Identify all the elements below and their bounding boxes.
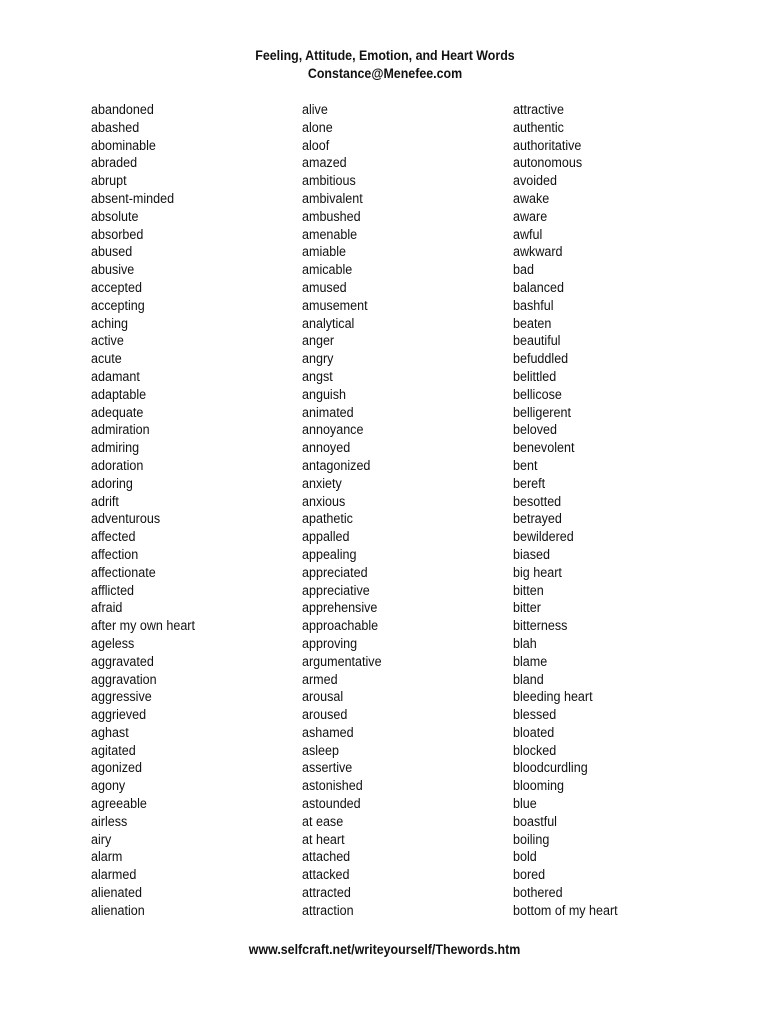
word-item: adequate bbox=[91, 404, 144, 420]
word-item: annoyance bbox=[302, 422, 364, 438]
footer bbox=[0, 941, 770, 959]
word-item: ashamed bbox=[302, 724, 354, 740]
word-item: asleep bbox=[302, 742, 340, 758]
word-item: at ease bbox=[302, 813, 344, 829]
word-item: alienated bbox=[91, 885, 142, 901]
word-item: aroused bbox=[302, 707, 348, 723]
word-item: blocked bbox=[513, 742, 557, 758]
word-item: absorbed bbox=[91, 226, 144, 242]
word-item: belligerent bbox=[513, 404, 571, 420]
word-item: after my own heart bbox=[91, 618, 195, 634]
word-item: accepting bbox=[91, 297, 145, 313]
word-item: affectionate bbox=[91, 564, 156, 580]
word-item: belittled bbox=[513, 368, 557, 384]
word-item: anxious bbox=[302, 493, 346, 509]
word-item: bored bbox=[513, 867, 546, 883]
word-item: annoyed bbox=[302, 440, 351, 456]
word-item: antagonized bbox=[302, 457, 371, 473]
word-item: amazed bbox=[302, 155, 347, 171]
word-item: blessed bbox=[513, 707, 557, 723]
word-item: authoritative bbox=[513, 137, 582, 153]
word-item: authentic bbox=[513, 119, 564, 135]
word-item: astonished bbox=[302, 778, 363, 794]
word-item: autonomous bbox=[513, 155, 583, 171]
word-item: afraid bbox=[91, 600, 123, 616]
word-item: anger bbox=[302, 333, 335, 349]
word-item: aggrieved bbox=[91, 707, 147, 723]
word-item: amiable bbox=[302, 244, 346, 260]
word-item: armed bbox=[302, 671, 338, 687]
word-item: abraded bbox=[91, 155, 138, 171]
word-item: ambivalent bbox=[302, 190, 363, 206]
word-item: attraction bbox=[302, 902, 354, 918]
word-item: accepted bbox=[91, 279, 142, 295]
word-item: active bbox=[91, 333, 124, 349]
word-item: abused bbox=[91, 244, 133, 260]
word-item: airless bbox=[91, 813, 128, 829]
word-item: admiring bbox=[91, 440, 140, 456]
word-item: bleeding heart bbox=[513, 689, 593, 705]
word-item: approachable bbox=[302, 618, 379, 634]
word-item: aching bbox=[91, 315, 129, 331]
word-item: affection bbox=[91, 546, 139, 562]
word-item: astounded bbox=[302, 796, 361, 812]
word-item: bent bbox=[513, 457, 538, 473]
word-item: bloodcurdling bbox=[513, 760, 588, 776]
word-item: bland bbox=[513, 671, 544, 687]
word-column-2 bbox=[302, 101, 512, 920]
word-item: airy bbox=[91, 831, 112, 847]
word-item: bitterness bbox=[513, 618, 568, 634]
word-item: avoided bbox=[513, 173, 557, 189]
word-item: bellicose bbox=[513, 386, 562, 402]
word-item: abandoned bbox=[91, 102, 154, 117]
source-url: www.selfcraft.net/writeyourself/Thewords.htm bbox=[249, 942, 521, 957]
word-item: blue bbox=[513, 796, 537, 812]
word-item: alarm bbox=[91, 849, 123, 865]
word-item: besotted bbox=[513, 493, 562, 509]
word-item: aggravated bbox=[91, 653, 154, 669]
word-item: amicable bbox=[302, 262, 353, 278]
word-item: blooming bbox=[513, 778, 564, 794]
word-item: adrift bbox=[91, 493, 119, 509]
word-item: abrupt bbox=[91, 173, 127, 189]
word-item: adventurous bbox=[91, 511, 161, 527]
word-item: bottom of my heart bbox=[513, 902, 618, 918]
word-item: adamant bbox=[91, 368, 140, 384]
word-item: aware bbox=[513, 208, 548, 224]
word-column-3 bbox=[513, 101, 723, 920]
word-item: aghast bbox=[91, 724, 129, 740]
word-item: analytical bbox=[302, 315, 355, 331]
word-item: appreciative bbox=[302, 582, 370, 598]
word-column-1 bbox=[91, 101, 301, 920]
word-item: bad bbox=[513, 262, 534, 278]
word-item: biased bbox=[513, 546, 551, 562]
word-item: alone bbox=[302, 119, 333, 135]
word-item: balanced bbox=[513, 279, 564, 295]
word-item: acute bbox=[91, 351, 122, 367]
word-item: appealing bbox=[302, 546, 357, 562]
word-item: affected bbox=[91, 529, 136, 545]
word-item: boiling bbox=[513, 831, 550, 847]
word-item: bewildered bbox=[513, 529, 574, 545]
word-item: ambushed bbox=[302, 208, 361, 224]
word-item: aggravation bbox=[91, 671, 157, 687]
word-item: afflicted bbox=[91, 582, 135, 598]
word-item: aggressive bbox=[91, 689, 152, 705]
word-item: abashed bbox=[91, 119, 140, 135]
word-item: bloated bbox=[513, 724, 555, 740]
word-item: apathetic bbox=[302, 511, 353, 527]
word-item: at heart bbox=[302, 831, 345, 847]
word-item: anguish bbox=[302, 386, 346, 402]
word-item: ageless bbox=[91, 635, 135, 651]
word-item: bereft bbox=[513, 475, 546, 491]
word-item: boastful bbox=[513, 813, 557, 829]
word-item: argumentative bbox=[302, 653, 382, 669]
word-item: beautiful bbox=[513, 333, 561, 349]
word-item: bitten bbox=[513, 582, 544, 598]
word-item: approving bbox=[302, 635, 358, 651]
word-item: bold bbox=[513, 849, 537, 865]
word-item: agreeable bbox=[91, 796, 147, 812]
word-item: amusement bbox=[302, 297, 368, 313]
word-item: abominable bbox=[91, 137, 156, 153]
word-item: attached bbox=[302, 849, 351, 865]
word-item: admiration bbox=[91, 422, 150, 438]
word-item: bitter bbox=[513, 600, 541, 616]
word-item: agony bbox=[91, 778, 126, 794]
word-item: aloof bbox=[302, 137, 330, 153]
word-item: alienation bbox=[91, 902, 145, 918]
word-item: amenable bbox=[302, 226, 358, 242]
word-item: bothered bbox=[513, 885, 563, 901]
word-item: appreciated bbox=[302, 564, 368, 580]
word-item: agitated bbox=[91, 742, 136, 758]
word-item: beaten bbox=[513, 315, 552, 331]
word-item: alarmed bbox=[91, 867, 137, 883]
word-item: amused bbox=[302, 279, 347, 295]
word-item: blame bbox=[513, 653, 548, 669]
word-item: ambitious bbox=[302, 173, 356, 189]
word-item: arousal bbox=[302, 689, 344, 705]
author-email: Constance@Menefee.com bbox=[307, 66, 463, 81]
word-item: adoring bbox=[91, 475, 133, 491]
word-item: appalled bbox=[302, 529, 350, 545]
word-item: awake bbox=[513, 190, 550, 206]
word-item: animated bbox=[302, 404, 354, 420]
word-item: befuddled bbox=[513, 351, 569, 367]
word-item: abusive bbox=[91, 262, 135, 278]
word-item: anxiety bbox=[302, 475, 342, 491]
word-item: attacked bbox=[302, 867, 350, 883]
word-item: angst bbox=[302, 368, 333, 384]
word-item: awkward bbox=[513, 244, 563, 260]
word-item: angry bbox=[302, 351, 334, 367]
word-item: blah bbox=[513, 635, 537, 651]
document-title: Feeling, Attitude, Emotion, and Heart Words bbox=[255, 48, 515, 63]
document-header bbox=[0, 47, 770, 83]
word-item: attractive bbox=[513, 102, 564, 117]
word-item: attracted bbox=[302, 885, 351, 901]
word-item: bashful bbox=[513, 297, 554, 313]
word-item: absolute bbox=[91, 208, 139, 224]
word-item: alive bbox=[302, 102, 328, 117]
word-item: adoration bbox=[91, 457, 144, 473]
word-item: agonized bbox=[91, 760, 142, 776]
word-item: adaptable bbox=[91, 386, 147, 402]
word-item: absent-minded bbox=[91, 190, 175, 206]
word-item: assertive bbox=[302, 760, 353, 776]
word-item: awful bbox=[513, 226, 543, 242]
word-item: beloved bbox=[513, 422, 557, 438]
word-item: betrayed bbox=[513, 511, 562, 527]
word-item: apprehensive bbox=[302, 600, 378, 616]
word-item: big heart bbox=[513, 564, 562, 580]
word-item: benevolent bbox=[513, 440, 575, 456]
